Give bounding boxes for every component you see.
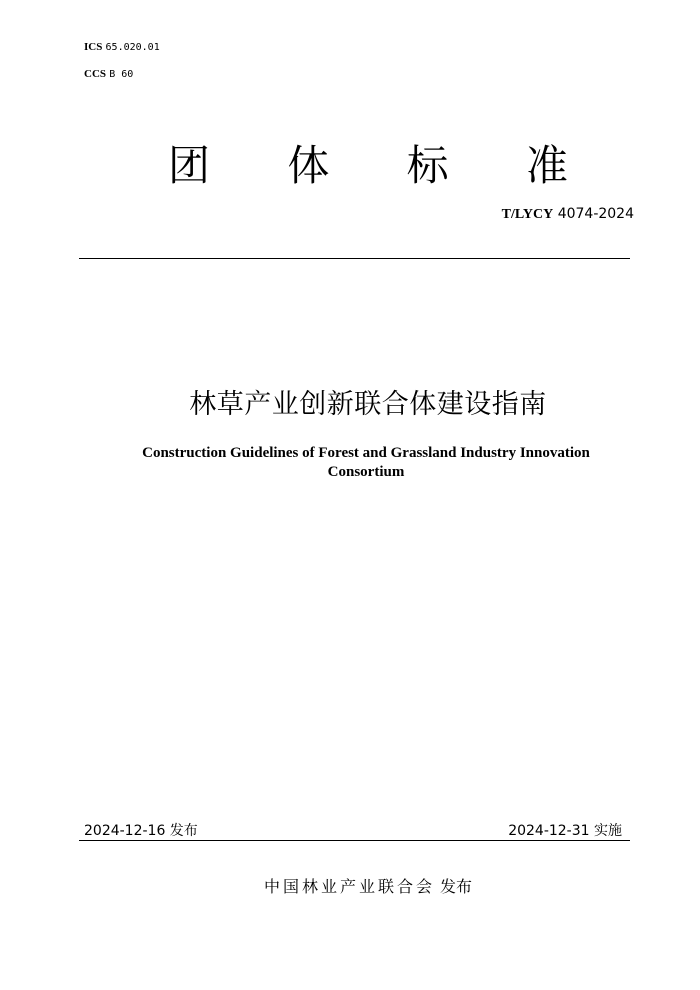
- standard-number: [502, 206, 634, 223]
- bottom-divider: [79, 840, 630, 841]
- doc-type-char: 准: [525, 141, 568, 190]
- top-divider: [79, 258, 630, 259]
- publish-date: 2024-12-16 发布: [84, 823, 198, 839]
- ccs-code: [84, 67, 160, 94]
- publisher: [0, 874, 700, 897]
- ccs-label: CCS: [84, 68, 107, 80]
- ics-label: ICS: [84, 41, 103, 53]
- document-type-heading: [168, 140, 568, 192]
- implement-date: 2024-12-31 实施: [508, 823, 622, 839]
- ccs-value: B 60: [109, 69, 134, 80]
- publisher-name: 中国林业产业联合会: [263, 877, 435, 896]
- english-title: Construction Guidelines of Forest and Grassland Industry Innovation Consortium: [142, 445, 590, 480]
- doc-type-char: 标: [406, 141, 449, 190]
- publisher-suffix: 发布: [440, 877, 473, 896]
- chinese-title: 林草产业创新联合体建设指南: [189, 389, 547, 420]
- ics-value: 65.020.01: [105, 42, 160, 53]
- ics-code: [84, 40, 160, 67]
- doc-type-char: 体: [287, 141, 330, 190]
- doc-type-char: 团: [168, 141, 211, 190]
- standard-code: 4074-2024: [557, 206, 634, 222]
- classification-codes: [84, 40, 160, 94]
- standard-prefix: T/LYCY: [501, 207, 554, 222]
